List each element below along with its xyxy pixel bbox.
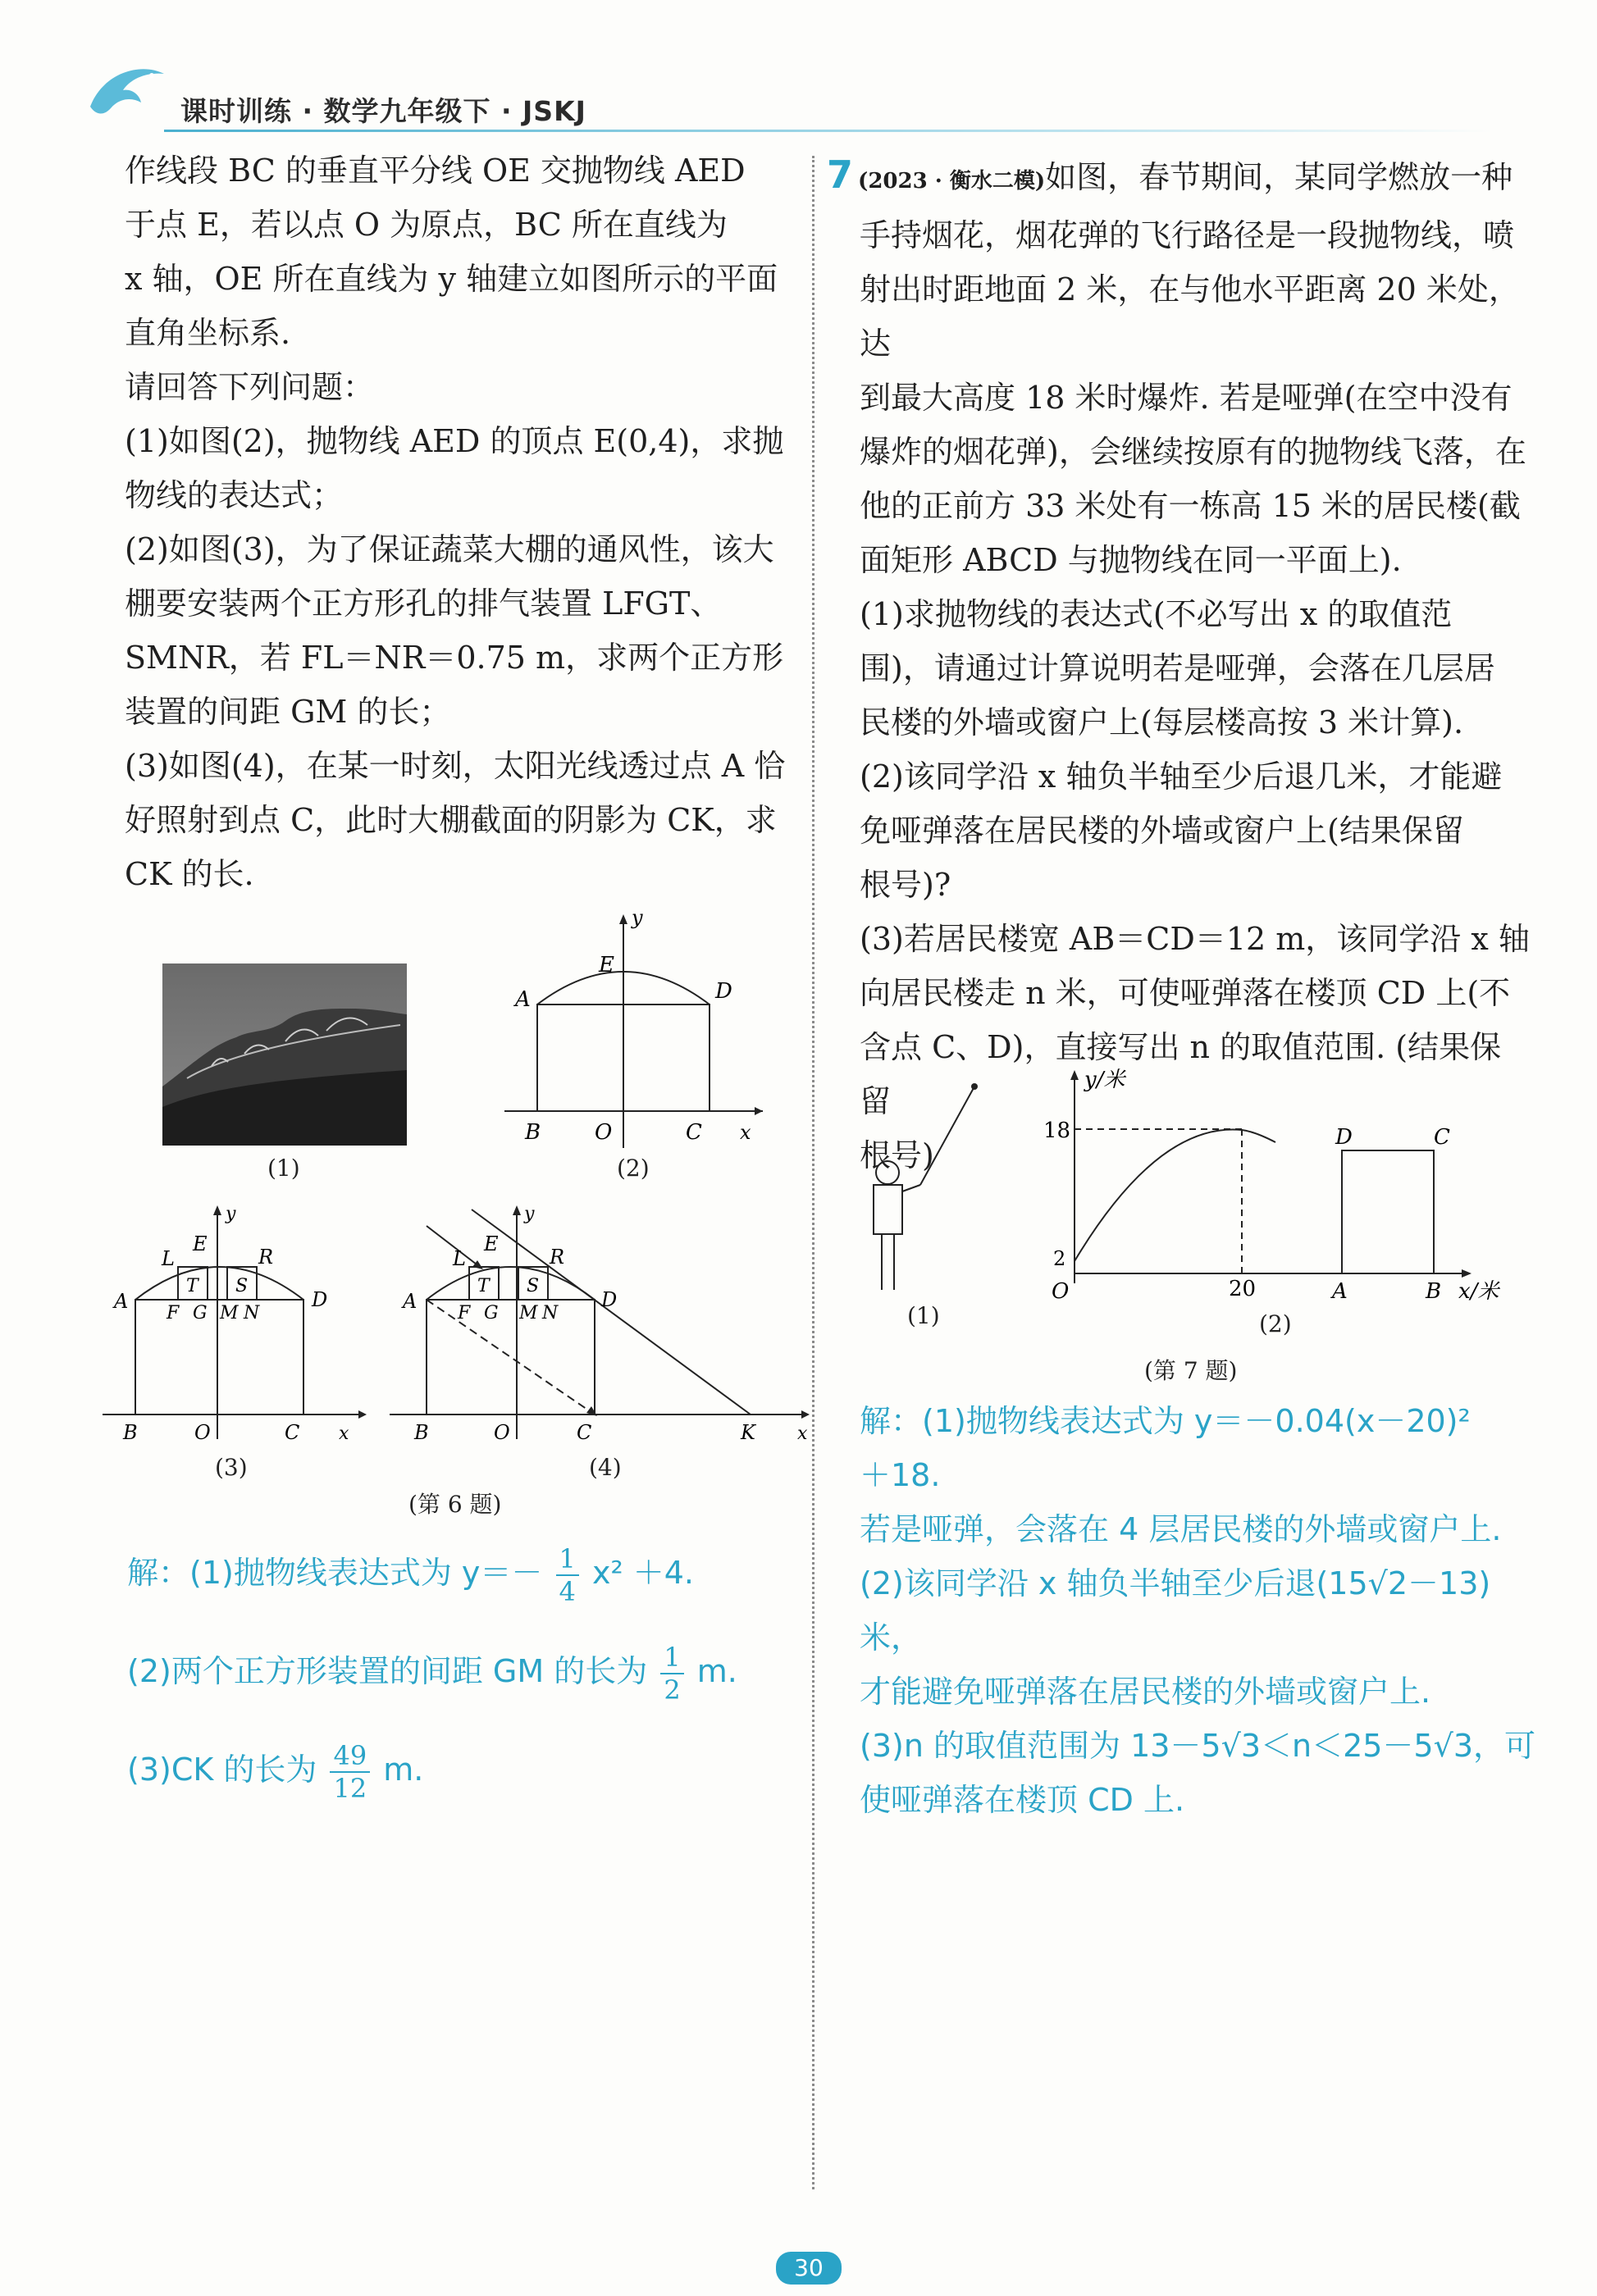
label-G: G <box>193 1303 208 1323</box>
q6-line: 请回答下列问题： <box>125 369 375 405</box>
q6-answer-1: 解：(1)抛物线表达式为 y＝－ $\frac{1}{4}$ x² ＋4. <box>127 1542 695 1607</box>
q7-line: 免哑弹落在居民楼的外墙或窗户上(结果保留 <box>860 813 1464 849</box>
label-F: F <box>167 1303 180 1323</box>
label-A: A <box>114 1290 129 1313</box>
label-D: D <box>312 1288 328 1311</box>
q7-answer-line: 解：(1)抛物线表达式为 y＝－0.04(x－20)² <box>860 1403 1471 1439</box>
chart-label-B: B <box>1426 1279 1442 1304</box>
label-L: L <box>453 1247 466 1270</box>
label-O: O <box>494 1421 510 1444</box>
q6-answer-3: (3)CK 的长为 $\frac{49}{12}$ m. <box>127 1739 424 1804</box>
q7-line: 围)，请通过计算说明若是哑弹，会落在几层居 <box>860 650 1495 686</box>
q6-line: 好照射到点 C，此时大棚截面的阴影为 CK，求 <box>125 802 777 838</box>
label-E: E <box>193 1232 208 1255</box>
label-B: B <box>525 1120 541 1145</box>
q6-figure-3-caption: (3) <box>215 1454 248 1481</box>
q6-line: CK 的长. <box>125 856 254 892</box>
fraction: $\frac{49}{12}$ <box>330 1740 370 1804</box>
q7-line: 根号)? <box>860 867 951 903</box>
label-B: B <box>414 1421 429 1444</box>
q7-line: (2)该同学沿 x 轴负半轴至少后退几米，才能避 <box>860 758 1503 795</box>
q7-line: (1)求抛物线的表达式(不必写出 x 的取值范 <box>860 596 1453 632</box>
q7-figure-2-chart <box>1033 1062 1526 1308</box>
label-B: B <box>123 1421 138 1444</box>
label-C: C <box>285 1421 300 1444</box>
chart-tick-2: 2 <box>1053 1247 1066 1270</box>
label-D: D <box>601 1288 618 1311</box>
label-C: C <box>577 1421 592 1444</box>
label-y: y <box>524 1204 535 1224</box>
q7-figure-1-person <box>853 1070 1017 1308</box>
fraction: $\frac{1}{4}$ <box>556 1543 579 1607</box>
q6-line: (2)如图(3)，为了保证蔬菜大棚的通风性，该大 <box>125 531 774 567</box>
label-S: S <box>527 1276 540 1296</box>
q7-answer <box>860 1394 1540 1827</box>
column-divider <box>812 156 814 2189</box>
label-M: M <box>220 1303 239 1323</box>
chart-tick-20: 20 <box>1229 1277 1257 1301</box>
label-x: x <box>740 1121 751 1144</box>
q7-answer-line: (2)该同学沿 x 轴负半轴至少后退(15√2－13)米， <box>860 1565 1491 1656</box>
label-N: N <box>244 1303 260 1323</box>
page-header <box>115 82 1493 139</box>
question-source: (2023 · 衡水二模) <box>858 169 1046 194</box>
dolphin-logo-icon <box>82 57 172 131</box>
q7-line: 根号) <box>860 1137 934 1173</box>
q7-line: (3)若居民楼宽 AB＝CD＝12 m，该同学沿 x 轴 <box>860 921 1530 957</box>
q6-figure-1-photo <box>162 963 407 1146</box>
q6-figure-2-caption: (2) <box>617 1155 650 1182</box>
q7-figure-caption: (第 7 题) <box>1144 1357 1238 1384</box>
q6-line: (3)如图(4)，在某一时刻，太阳光线透过点 A 恰 <box>125 748 786 784</box>
chart-origin: O <box>1052 1279 1070 1304</box>
label-L: L <box>162 1247 175 1270</box>
label-O: O <box>595 1120 613 1145</box>
label-A: A <box>515 987 531 1012</box>
q6-line: 装置的间距 GM 的长； <box>125 694 451 730</box>
fraction: $\frac{1}{2}$ <box>660 1642 683 1706</box>
q7-line: 他的正前方 33 米处有一栋高 15 米的居民楼(截 <box>860 488 1521 524</box>
q7-line: 向居民楼走 n 米，可使哑弹落在楼顶 CD 上(不 <box>860 975 1511 1011</box>
label-T: T <box>186 1276 198 1296</box>
label-F: F <box>458 1303 471 1323</box>
q7-figure-2-caption: (2) <box>1259 1310 1292 1337</box>
chart-ylabel: y/米 <box>1084 1068 1125 1092</box>
chart-label-C: C <box>1434 1125 1450 1150</box>
q6-figure-2-diagram <box>492 906 771 1152</box>
chart-tick-18: 18 <box>1043 1118 1071 1143</box>
question-number: 7 <box>827 153 854 197</box>
label-O: O <box>194 1421 211 1444</box>
label-M: M <box>519 1303 538 1323</box>
label-y: y <box>632 906 643 929</box>
q6-line: 作线段 BC 的垂直平分线 OE 交抛物线 AED <box>125 153 746 189</box>
question-6-text <box>125 144 805 901</box>
page-number: 30 <box>776 2252 842 2285</box>
q7-first-line: 7 (2023 · 衡水二模)如图，春节期间，某同学燃放一种 <box>827 153 1513 197</box>
q7-line: 含点 C、D)，直接写出 n 的取值范围. (结果保留 <box>860 1029 1502 1119</box>
q6-line: 棚要安装两个正方形孔的排气装置 LFGT、 <box>125 585 722 622</box>
q6-line: SMNR，若 FL＝NR＝0.75 m，求两个正方形 <box>125 640 784 676</box>
q6-figure-4-diagram <box>390 1201 816 1456</box>
label-x: x <box>797 1424 808 1444</box>
q7-figure-1-caption: (1) <box>907 1302 940 1329</box>
label-E: E <box>484 1232 499 1255</box>
label-x: x <box>339 1424 349 1444</box>
q7-answer-line: 使哑弹落在楼顶 CD 上. <box>860 1782 1185 1818</box>
q7-line: 民楼的外墙或窗户上(每层楼高按 3 米计算). <box>860 704 1464 740</box>
q7-answer-line: ＋18. <box>860 1457 941 1493</box>
label-C: C <box>686 1120 702 1145</box>
label-D: D <box>715 979 732 1004</box>
q6-line: 物线的表达式； <box>125 477 344 513</box>
label-T: T <box>477 1276 490 1296</box>
q6-answer-2: (2)两个正方形装置的间距 GM 的长为 $\frac{1}{2}$ m. <box>127 1641 737 1706</box>
label-y: y <box>226 1204 236 1224</box>
q6-figure-caption: (第 6 题) <box>408 1491 502 1518</box>
label-K: K <box>741 1421 755 1444</box>
q6-line: 直角坐标系. <box>125 315 291 351</box>
q6-figure-1-caption: (1) <box>267 1155 300 1182</box>
q7-answer-line: (3)n 的取值范围为 13－5√3＜n＜25－5√3，可 <box>860 1728 1535 1764</box>
q6-line: (1)如图(2)，抛物线 AED 的顶点 E(0,4)，求抛 <box>125 423 784 459</box>
q6-line: 于点 E，若以点 O 为原点，BC 所在直线为 <box>125 207 728 243</box>
label-R: R <box>258 1246 274 1269</box>
q6-figure-4-caption: (4) <box>589 1454 622 1481</box>
header-title: 课时训练 · 数学九年级下 · JSKJ <box>180 95 586 127</box>
label-E: E <box>599 953 614 977</box>
q7-line: 手持烟花，烟花弹的飞行路径是一段抛物线，喷 <box>860 217 1515 253</box>
header-rule <box>164 130 1493 132</box>
label-A: A <box>403 1290 418 1313</box>
q6-line: x 轴，OE 所在直线为 y 轴建立如图所示的平面 <box>125 261 778 297</box>
label-S: S <box>235 1276 249 1296</box>
q7-answer-line: 才能避免哑弹落在居民楼的外墙或窗户上. <box>860 1674 1431 1710</box>
chart-label-A: A <box>1332 1279 1348 1304</box>
chart-label-D: D <box>1335 1125 1353 1150</box>
label-N: N <box>542 1303 559 1323</box>
q7-line: 射出时距地面 2 米，在与他水平距离 20 米处，达 <box>860 271 1520 362</box>
q6-figure-3-diagram <box>103 1201 381 1456</box>
q7-answer-line: 若是哑弹，会落在 4 层居民楼的外墙或窗户上. <box>860 1511 1502 1547</box>
question-7-text <box>827 148 1532 1182</box>
q7-line: 到最大高度 18 米时爆炸. 若是哑弹(在空中没有 <box>860 380 1513 416</box>
label-R: R <box>550 1246 565 1269</box>
q7-line: 面矩形 ABCD 与抛物线在同一平面上). <box>860 542 1402 578</box>
chart-xlabel: x/米 <box>1458 1279 1499 1304</box>
label-G: G <box>484 1303 499 1323</box>
q7-line: 爆炸的烟花弹)，会继续按原有的抛物线飞落，在 <box>860 434 1526 470</box>
